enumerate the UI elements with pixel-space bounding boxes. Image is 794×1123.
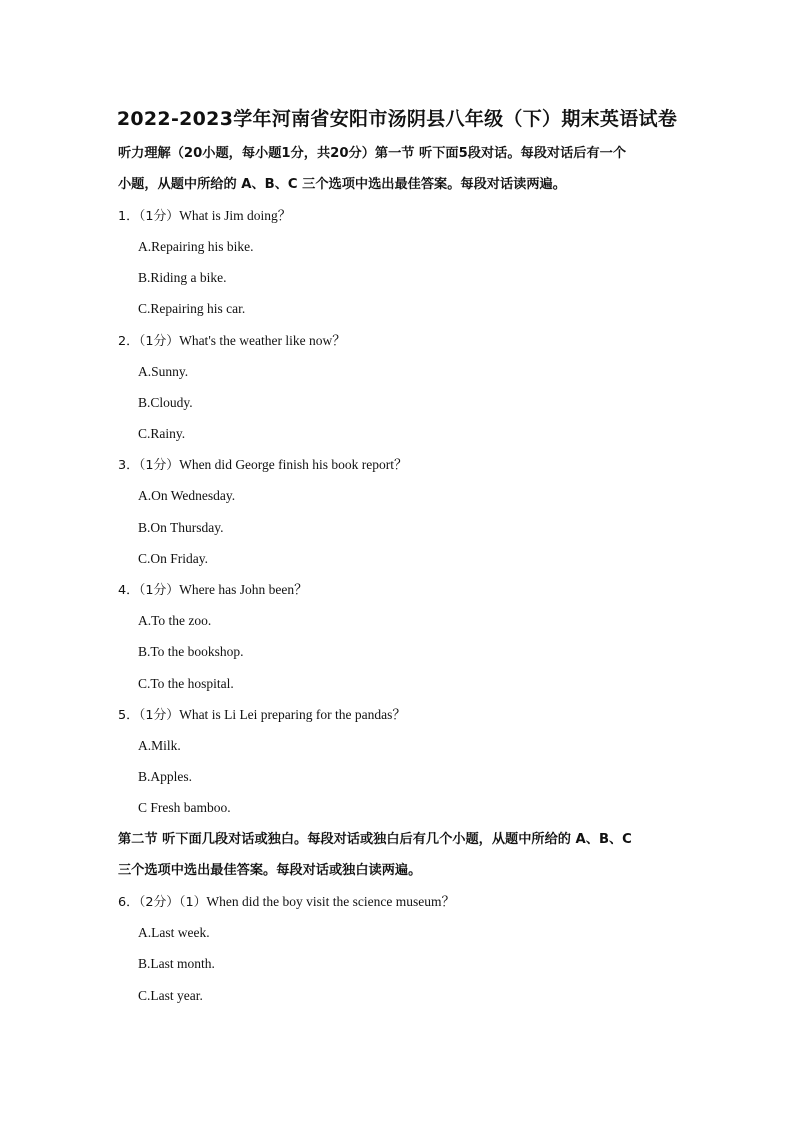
question-2-option-c: C.Rainy. (138, 426, 186, 441)
question-4-number: 4．（1分） (118, 583, 180, 598)
question-3 (118, 456, 408, 475)
section-1-line-2: 小题，从题中所给的 A、B、C 三个选项中选出最佳答案。每段对话读两遍。 (118, 177, 566, 192)
question-5 (118, 706, 406, 725)
section-2-line-2: 三个选项中选出最佳答案。每段对话或独白读两遍。 (118, 863, 422, 878)
exam-title: 2022-2023学年河南省安阳市汤阴县八年级（下）期末英语试卷 (116, 108, 678, 130)
question-4-text: Where has John been？ (179, 582, 308, 597)
question-2-option-a: A.Sunny. (138, 364, 189, 379)
question-4-option-a: A.To the zoo. (138, 613, 212, 628)
question-6-option-c: C.Last year. (138, 988, 203, 1003)
section-1-instructions (118, 138, 683, 200)
question-3-number: 3．（1分） (118, 458, 180, 473)
question-5-option-a: A.Milk. (138, 738, 181, 753)
section-2-line-1: 第二节 听下面几段对话或独白。每段对话或独白后有几个小题，从题中所给的 A、B、C (118, 832, 632, 847)
question-6-number: 6．（2分）（1） (118, 895, 207, 910)
question-4 (118, 581, 308, 600)
question-1-option-c: C.Repairing his car. (138, 301, 246, 316)
question-5-option-b: B.Apples. (138, 769, 192, 784)
question-3-text: When did George finish his book report？ (179, 457, 408, 472)
question-5-option-c: C Fresh bamboo. (138, 800, 231, 815)
section-1-line-1: 听力理解（20小题，每小题1分，共20分）第一节 听下面5段对话。每段对话后有一个 (118, 146, 627, 161)
question-6-option-b: B.Last month. (138, 956, 215, 971)
question-4-option-b: B.To the bookshop. (138, 644, 244, 659)
question-5-text: What is Li Lei preparing for the pandas？ (179, 707, 406, 722)
question-3-option-a: A.On Wednesday. (138, 488, 236, 503)
question-6-option-a: A.Last week. (138, 925, 210, 940)
question-4-option-c: C.To the hospital. (138, 676, 234, 691)
question-1 (118, 207, 291, 226)
question-2-text: What's the weather like now？ (179, 333, 346, 348)
question-2-number: 2．（1分） (118, 334, 180, 349)
question-2-option-b: B.Cloudy. (138, 395, 193, 410)
question-1-option-b: B.Riding a bike. (138, 270, 227, 285)
question-3-option-b: B.On Thursday. (138, 520, 224, 535)
question-1-option-a: A.Repairing his bike. (138, 239, 254, 254)
question-6 (118, 893, 455, 912)
question-3-option-c: C.On Friday. (138, 551, 208, 566)
question-6-text: When did the boy visit the science museum？ (206, 894, 455, 909)
question-5-number: 5．（1分） (118, 708, 180, 723)
section-2-instructions (118, 824, 683, 886)
question-1-text: What is Jim doing？ (179, 208, 292, 223)
question-1-number: 1．（1分） (118, 209, 180, 224)
question-2 (118, 332, 346, 351)
